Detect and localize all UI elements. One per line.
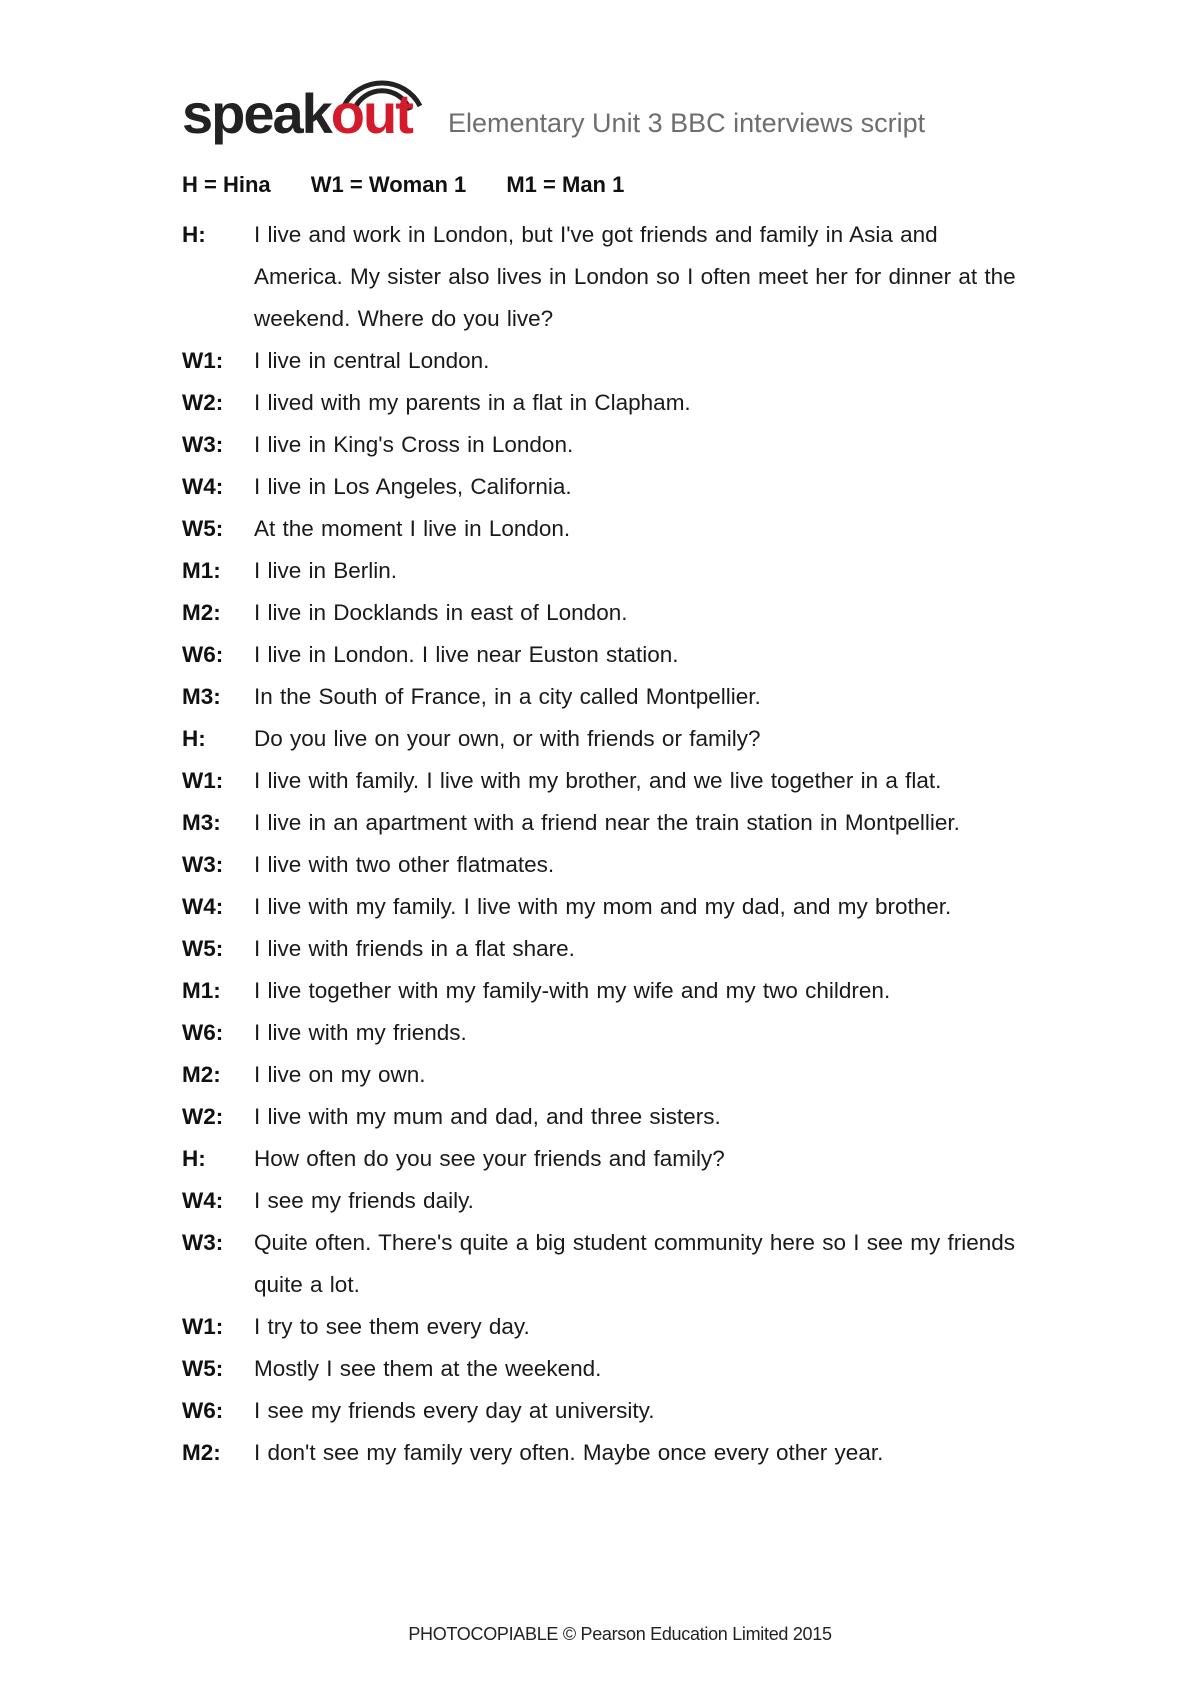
- script-line: [182, 886, 1032, 928]
- speaker-label: W5:: [182, 516, 224, 541]
- speech-text: I see my friends every day at university.: [254, 1398, 655, 1423]
- speaker-key: [182, 172, 624, 198]
- speech-text: How often do you see your friends and family?: [254, 1146, 725, 1171]
- script-line: [182, 1054, 1032, 1096]
- speech-text: I live in King's Cross in London.: [254, 432, 574, 457]
- speaker-label: W5:: [182, 936, 224, 961]
- script-line: [182, 508, 1032, 550]
- speaker-label: M3:: [182, 810, 221, 835]
- speaker-label: W4:: [182, 894, 224, 919]
- speech-text: Mostly I see them at the weekend.: [254, 1356, 602, 1381]
- script-line: [182, 466, 1032, 508]
- script-line: [182, 1432, 1032, 1474]
- speech-text: I see my friends daily.: [254, 1188, 474, 1213]
- speaker-label: W6:: [182, 1398, 224, 1423]
- speech-text: I live in Berlin.: [254, 558, 398, 583]
- speaker-label: M2:: [182, 600, 221, 625]
- speech-text: I live with family. I live with my brother, and we live together in a flat.: [254, 768, 942, 793]
- speech-text: I live with my mum and dad, and three sisters.: [254, 1104, 721, 1129]
- speech-text: I live with two other flatmates.: [254, 852, 555, 877]
- logo-wordmark: [182, 82, 412, 145]
- document-title: Elementary Unit 3 BBC interviews script: [448, 108, 926, 138]
- speech-text: I live in Docklands in east of London.: [254, 600, 628, 625]
- speaker-label: M3:: [182, 684, 221, 709]
- copyright-footer: PHOTOCOPIABLE © Pearson Education Limited 2015: [408, 1624, 832, 1644]
- speaker-label: W1:: [182, 768, 224, 793]
- speaker-label: W1:: [182, 1314, 224, 1339]
- key-item: H = Hina: [182, 172, 271, 197]
- speech-text: I try to see them every day.: [254, 1314, 530, 1339]
- speech-text: I live together with my family-with my wife and my two children.: [254, 978, 891, 1003]
- script-line: [182, 1012, 1032, 1054]
- speech-text: I live with my friends.: [254, 1020, 467, 1045]
- script-line: [182, 1390, 1032, 1432]
- script-line: [182, 550, 1032, 592]
- script-line: [182, 970, 1032, 1012]
- speaker-label: W2:: [182, 1104, 224, 1129]
- speaker-label: W5:: [182, 1356, 224, 1381]
- script-line: [182, 1306, 1032, 1348]
- speech-text: I live in London. I live near Euston station.: [254, 642, 679, 667]
- speaker-label: M2:: [182, 1440, 221, 1465]
- speaker-label: M2:: [182, 1062, 221, 1087]
- speaker-label: W3:: [182, 852, 224, 877]
- speaker-label: M1:: [182, 978, 221, 1003]
- speech-text: Quite often. There's quite a big student community here so I see my friends quite a lot.: [254, 1230, 1016, 1297]
- speakout-logo: [182, 72, 428, 152]
- script-line: [182, 760, 1032, 802]
- speech-text: In the South of France, in a city called Montpellier.: [254, 684, 761, 709]
- script-line: [182, 634, 1032, 676]
- script-line: [182, 718, 1032, 760]
- speaker-label: H:: [182, 1146, 206, 1171]
- speech-text: I live on my own.: [254, 1062, 426, 1087]
- script-line: [182, 802, 1032, 844]
- interview-script: [182, 214, 1032, 1474]
- logo-word-speak: speak: [182, 82, 331, 145]
- speech-text: I live in Los Angeles, California.: [254, 474, 572, 499]
- speech-text: Do you live on your own, or with friends or family?: [254, 726, 761, 751]
- speaker-label: W6:: [182, 642, 224, 667]
- speaker-label: W3:: [182, 1230, 224, 1255]
- speaker-label: M1:: [182, 558, 221, 583]
- script-line: [182, 424, 1032, 466]
- script-line: [182, 1180, 1032, 1222]
- script-line: [182, 214, 1032, 340]
- script-line: [182, 1348, 1032, 1390]
- logo-word-out: out: [330, 82, 412, 145]
- speech-text: I lived with my parents in a flat in Clapham.: [254, 390, 691, 415]
- speech-text: At the moment I live in London.: [254, 516, 571, 541]
- speech-text: I live in an apartment with a friend near the train station in Montpellier.: [254, 810, 960, 835]
- speech-text: I live with friends in a flat share.: [254, 936, 575, 961]
- speaker-label: W6:: [182, 1020, 224, 1045]
- script-line: [182, 340, 1032, 382]
- speaker-label: W1:: [182, 348, 224, 373]
- script-line: [182, 1138, 1032, 1180]
- speaker-label: W2:: [182, 390, 224, 415]
- key-item: M1 = Man 1: [506, 172, 625, 197]
- speech-text: I don't see my family very often. Maybe once every other year.: [254, 1440, 884, 1465]
- script-line: [182, 1222, 1032, 1306]
- speaker-label: H:: [182, 726, 206, 751]
- script-line: [182, 1096, 1032, 1138]
- script-line: [182, 676, 1032, 718]
- script-line: [182, 928, 1032, 970]
- page-header: [182, 72, 1082, 152]
- speaker-label: W3:: [182, 432, 224, 457]
- speech-text: I live with my family. I live with my mom and my dad, and my brother.: [254, 894, 952, 919]
- script-line: [182, 382, 1032, 424]
- speech-text: I live in central London.: [254, 348, 490, 373]
- speaker-label: W4:: [182, 474, 224, 499]
- speech-text: I live and work in London, but I've got friends and family in Asia and America. My sister also lives in London so I often meet her for dinner at the weekend. Where do you live?: [254, 222, 1016, 331]
- speaker-label: H:: [182, 222, 206, 247]
- script-line: [182, 592, 1032, 634]
- speaker-label: W4:: [182, 1188, 224, 1213]
- script-line: [182, 844, 1032, 886]
- key-item: W1 = Woman 1: [310, 172, 467, 197]
